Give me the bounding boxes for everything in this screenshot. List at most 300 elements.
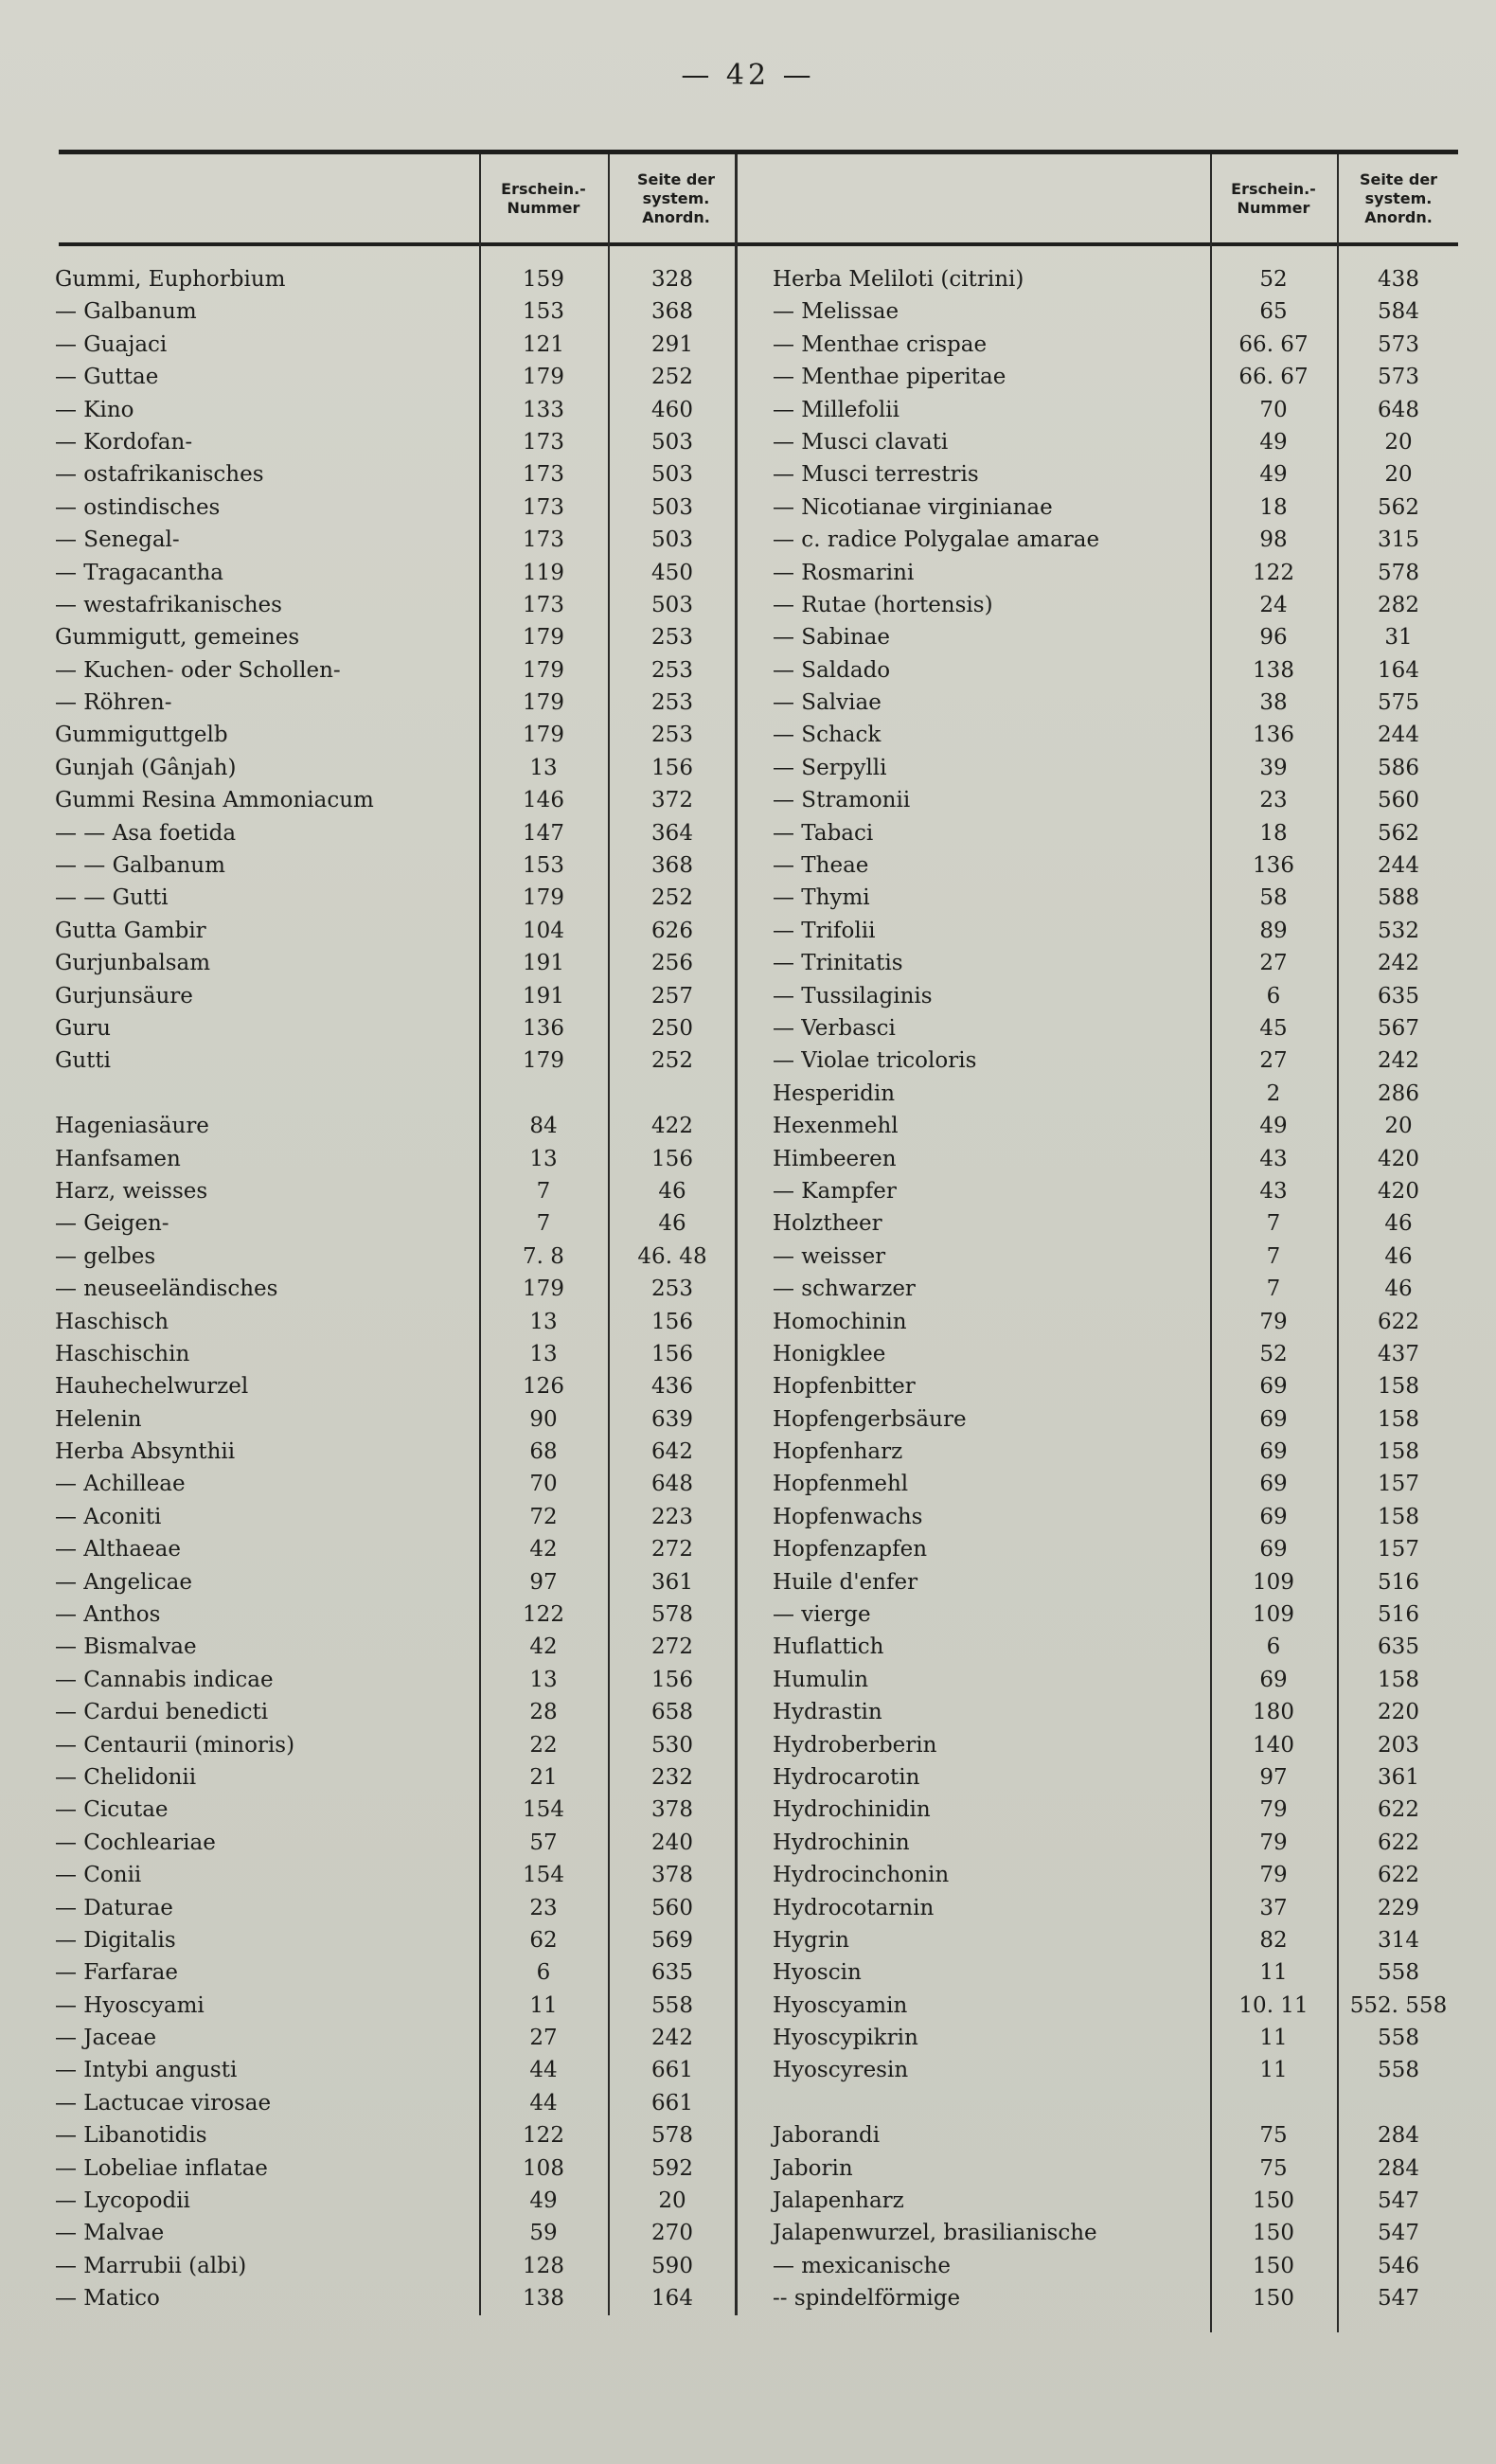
right-erschein-nummer: 7 xyxy=(1266,1211,1281,1237)
right-entry-name: — schwarzer xyxy=(773,1277,916,1302)
right-erschein-nummer: 11 xyxy=(1259,1960,1288,1986)
right-erschein-nummer: 49 xyxy=(1259,1114,1288,1139)
right-erschein-nummer: 52 xyxy=(1259,267,1288,292)
left-seite-nummer: 291 xyxy=(651,331,693,357)
right-entry-name: — Salviae xyxy=(773,690,882,716)
right-erschein-nummer: 39 xyxy=(1259,755,1288,780)
left-erschein-nummer: 173 xyxy=(523,494,564,520)
left-seite-nummer: 560 xyxy=(651,1895,693,1920)
left-seite-nummer: 253 xyxy=(651,625,693,651)
left-seite-nummer: 378 xyxy=(651,1863,693,1888)
right-entry-name: — Tussilaginis xyxy=(773,983,933,1009)
right-entry-name xyxy=(773,2087,1208,2119)
left-seite-nummer: 578 xyxy=(651,1602,693,1628)
right-seite-nummer: 220 xyxy=(1378,1700,1419,1725)
page-number: — 42 — xyxy=(681,59,815,92)
left-entry-name: — Daturae xyxy=(55,1895,173,1920)
right-erschein-nummer: 11 xyxy=(1259,2026,1288,2051)
left-entry-name: — ostafrikanisches xyxy=(55,462,264,488)
right-seite-nummer: 31 xyxy=(1384,625,1413,651)
left-entry-name: — Guttae xyxy=(55,365,159,390)
right-seite-nummer: 584 xyxy=(1378,299,1419,325)
right-seite-nummer: 164 xyxy=(1378,657,1419,683)
left-seite-nummer: 503 xyxy=(651,527,693,553)
right-seite-nummer: 157 xyxy=(1378,1472,1419,1497)
right-erschein-nummer: 122 xyxy=(1253,560,1294,585)
left-erschein-nummer: 13 xyxy=(529,755,558,780)
right-entry-name: Holztheer xyxy=(773,1211,882,1237)
right-seite-header: Seite der system. Anordn. xyxy=(1359,170,1438,226)
right-entry-name: Hopfenzapfen xyxy=(773,1537,928,1562)
right-entry-name: Hydrocotarnin xyxy=(773,1895,935,1920)
left-erschein-nummer: 72 xyxy=(529,1504,558,1529)
left-seite-column xyxy=(610,263,735,2315)
left-entry-name: — Guajaci xyxy=(55,331,168,357)
right-entry-name: Herba Meliloti (citrini) xyxy=(773,267,1024,292)
right-entry-name: — Thymi xyxy=(773,885,870,911)
left-entry-name: — westafrikanisches xyxy=(55,592,282,617)
left-erschein-nummer: 13 xyxy=(529,1341,558,1366)
right-seite-nummer: 286 xyxy=(1378,1080,1419,1106)
right-erschein-nummer: 136 xyxy=(1253,853,1294,879)
left-entry-name: — Tragacantha xyxy=(55,560,223,585)
right-entry-name: — vierge xyxy=(773,1602,871,1628)
right-erschein-nummer: 140 xyxy=(1253,1732,1294,1758)
left-seite-nummer: 530 xyxy=(651,1732,693,1758)
left-erschein-nummer: 146 xyxy=(523,788,564,813)
left-entry-name: — gelbes xyxy=(55,1243,156,1269)
right-entry-name: — weisser xyxy=(773,1243,886,1269)
left-erschein-nummer: 147 xyxy=(523,820,564,846)
left-erschein-nummer: 28 xyxy=(529,1700,558,1725)
right-entry-name: — Sabinae xyxy=(773,625,890,651)
right-seite-nummer: 558 xyxy=(1378,2058,1419,2083)
right-seite-nummer: 622 xyxy=(1378,1797,1419,1823)
right-entry-name: Hopfenwachs xyxy=(773,1504,923,1529)
right-seite-nummer: 546 xyxy=(1378,2253,1419,2278)
right-seite-nummer: 157 xyxy=(1378,1537,1419,1562)
right-erschein-nummer: 18 xyxy=(1259,494,1288,520)
right-entry-name: — Melissae xyxy=(773,299,899,325)
left-erschein-nummer: 22 xyxy=(529,1732,558,1758)
left-erschein-nummer: 122 xyxy=(523,1602,564,1628)
right-erschein-nummer: 79 xyxy=(1259,1863,1288,1888)
left-entry-name: Gummi Resina Ammoniacum xyxy=(55,788,374,813)
right-erschein-nummer: 58 xyxy=(1259,885,1288,911)
right-seite-nummer: 242 xyxy=(1378,1048,1419,1074)
right-seite-nummer: 547 xyxy=(1378,2221,1419,2246)
left-erschein-nummer: 57 xyxy=(529,1830,558,1855)
left-seite-nummer: 503 xyxy=(651,494,693,520)
right-entry-name: Humulin xyxy=(773,1667,869,1692)
right-erschein-nummer: 69 xyxy=(1259,1504,1288,1529)
left-entry-name: — Kuchen- oder Schollen- xyxy=(55,657,341,683)
left-seite-nummer: 503 xyxy=(651,429,693,455)
left-entry-name: — Digitalis xyxy=(55,1927,176,1953)
left-erschein-nummer: 133 xyxy=(523,397,564,422)
left-entry-name: Gummi, Euphorbium xyxy=(55,267,286,292)
right-seite-nummer: 547 xyxy=(1378,2188,1419,2214)
left-entry-name: — Aconiti xyxy=(55,1504,162,1529)
left-seite-nummer: 661 xyxy=(651,2058,693,2083)
right-seite-nummer: 158 xyxy=(1378,1439,1419,1465)
left-seite-nummer: 372 xyxy=(651,788,693,813)
left-seite-nummer: 460 xyxy=(651,397,693,422)
left-entry-name: — Kino xyxy=(55,397,134,422)
right-entry-name: Hopfenharz xyxy=(773,1439,903,1465)
right-erschein-nummer: 150 xyxy=(1253,2188,1294,2214)
left-entry-name: — — Asa foetida xyxy=(55,820,237,846)
left-entry-name: — Farfarae xyxy=(55,1960,178,1986)
left-seite-nummer: 252 xyxy=(651,1048,693,1074)
right-entry-name: — Serpylli xyxy=(773,755,887,780)
left-entry-name: — Chelidonii xyxy=(55,1764,197,1790)
left-seite-nummer: 648 xyxy=(651,1472,693,1497)
right-erschein-nummer: 43 xyxy=(1259,1178,1288,1204)
left-name-column xyxy=(55,263,472,2315)
right-erschein-nummer: 69 xyxy=(1259,1406,1288,1432)
left-entry-name: Helenin xyxy=(55,1406,142,1432)
left-erschein-nummer: 121 xyxy=(523,331,564,357)
right-seite-nummer: 558 xyxy=(1378,2026,1419,2051)
left-entry-name: Hauhechelwurzel xyxy=(55,1374,249,1400)
right-entry-name: Hydrocarotin xyxy=(773,1764,920,1790)
left-seite-nummer: 626 xyxy=(651,918,693,943)
right-erschein-nummer: 2 xyxy=(1266,1080,1281,1106)
left-seite-nummer: 232 xyxy=(651,1764,693,1790)
right-entry-name: — c. radice Polygalae amarae xyxy=(773,527,1100,553)
right-erschein-nummer: 10. 11 xyxy=(1238,1992,1309,2018)
left-erschein-nummer: 128 xyxy=(523,2253,564,2278)
left-entry-name: Haschischin xyxy=(55,1341,190,1366)
left-entry-name: — Kordofan- xyxy=(55,429,193,455)
right-erschein-nummer: 97 xyxy=(1259,1764,1288,1790)
right-seite-nummer: 562 xyxy=(1378,820,1419,846)
right-entry-name: Huile d'enfer xyxy=(773,1569,918,1595)
left-seite-nummer: 364 xyxy=(651,820,693,846)
left-erschein-nummer: 179 xyxy=(523,1048,564,1074)
left-erschein-nummer: 136 xyxy=(523,1015,564,1041)
left-entry-name: — Angelicae xyxy=(55,1569,192,1595)
left-entry-name: Gummigutt, gemeines xyxy=(55,625,300,651)
left-entry-name: — Althaeae xyxy=(55,1537,181,1562)
left-entry-name: Gummiguttgelb xyxy=(55,723,228,748)
left-entry-name: — Hyoscyami xyxy=(55,1992,205,2018)
left-seite-nummer: 156 xyxy=(651,1309,693,1334)
right-entry-name: — Menthae crispae xyxy=(773,331,988,357)
left-seite-nummer: 328 xyxy=(651,267,693,292)
left-seite-nummer: 272 xyxy=(651,1537,693,1562)
left-seite-nummer: 253 xyxy=(651,1277,693,1302)
right-seite-nummer: 361 xyxy=(1378,1764,1419,1790)
left-erschein-nummer: 104 xyxy=(523,918,564,943)
left-erschein-nummer: 90 xyxy=(529,1406,558,1432)
left-erschein-header: Erschein.- Nummer xyxy=(501,180,586,217)
right-entry-name: — Trinitatis xyxy=(773,951,903,976)
right-seite-nummer: 622 xyxy=(1378,1830,1419,1855)
right-seite-nummer: 244 xyxy=(1378,723,1419,748)
right-entry-name: Hyoscyresin xyxy=(773,2058,909,2083)
left-erschein-nummer: 7. 8 xyxy=(523,1243,564,1269)
left-erschein-nummer: 13 xyxy=(529,1146,558,1171)
left-seite-nummer: 635 xyxy=(651,1960,693,1986)
right-entry-name: — Theae xyxy=(773,853,869,879)
left-seite-nummer: 164 xyxy=(651,2286,693,2312)
left-erschein-nummer: 179 xyxy=(523,365,564,390)
right-entry-name: Hydrochinin xyxy=(773,1830,910,1855)
left-entry-name: — Lactucae virosae xyxy=(55,2090,272,2116)
left-seite-nummer: 590 xyxy=(651,2253,693,2278)
right-seite-nummer: 516 xyxy=(1378,1569,1419,1595)
left-seite-nummer: 639 xyxy=(651,1406,693,1432)
right-erschein-nummer: 82 xyxy=(1259,1927,1288,1953)
left-seite-nummer: 252 xyxy=(651,365,693,390)
left-entry-name: Harz, weisses xyxy=(55,1178,208,1204)
right-erschein-nummer: 79 xyxy=(1259,1309,1288,1334)
left-seite-nummer: 642 xyxy=(651,1439,693,1465)
left-erschein-nummer: 6 xyxy=(536,1960,551,1986)
left-seite-nummer: 422 xyxy=(651,1114,693,1139)
left-entry-name: — Jaceae xyxy=(55,2026,157,2051)
left-erschein-nummer: 154 xyxy=(523,1863,564,1888)
left-erschein-nummer: 179 xyxy=(523,885,564,911)
left-erschein-nummer: 179 xyxy=(523,657,564,683)
right-erschein-nummer: 79 xyxy=(1259,1797,1288,1823)
left-entry-name: — Centaurii (minoris) xyxy=(55,1732,295,1758)
right-erschein-nummer: 69 xyxy=(1259,1667,1288,1692)
left-seite-nummer: 578 xyxy=(651,2123,693,2149)
left-entry-name: — Senegal- xyxy=(55,527,180,553)
right-erschein-nummer: 45 xyxy=(1259,1015,1288,1041)
right-entry-name: — Millefolii xyxy=(773,397,899,422)
right-erschein-nummer xyxy=(1212,2087,1335,2119)
left-erschein-nummer: 122 xyxy=(523,2123,564,2149)
right-entry-name: — Menthae piperitae xyxy=(773,365,1006,390)
left-erschein-nummer: 62 xyxy=(529,1927,558,1953)
right-seite-nummer: 547 xyxy=(1378,2286,1419,2312)
right-entry-name: Homochinin xyxy=(773,1309,907,1334)
right-seite-nummer: 158 xyxy=(1378,1667,1419,1692)
right-erschein-nummer: 65 xyxy=(1259,299,1288,325)
left-entry-name: — Marrubii (albi) xyxy=(55,2253,247,2278)
left-entry-name: Herba Absynthii xyxy=(55,1439,236,1465)
left-entry-name: — Lycopodii xyxy=(55,2188,190,2214)
left-seite-nummer: 661 xyxy=(651,2090,693,2116)
right-seite-nummer: 46 xyxy=(1384,1243,1413,1269)
left-erschein-nummer: 42 xyxy=(529,1537,558,1562)
right-seite-nummer: 516 xyxy=(1378,1602,1419,1628)
right-name-column xyxy=(773,263,1208,2315)
left-erschein-nummer: 44 xyxy=(529,2090,558,2116)
left-entry-name: — Cicutae xyxy=(55,1797,169,1823)
right-erschein-nummer: 109 xyxy=(1253,1569,1294,1595)
right-entry-name: — Nicotianae virginianae xyxy=(773,494,1053,520)
right-seite-nummer: 622 xyxy=(1378,1863,1419,1888)
right-seite-nummer: 635 xyxy=(1378,983,1419,1009)
left-seite-nummer: 46 xyxy=(658,1211,686,1237)
left-seite-nummer: 240 xyxy=(651,1830,693,1855)
right-erschein-nummer: 38 xyxy=(1259,690,1288,716)
left-entry-name: — — Galbanum xyxy=(55,853,225,879)
right-seite-nummer: 20 xyxy=(1384,462,1413,488)
right-seite-nummer: 244 xyxy=(1378,853,1419,879)
right-erschein-nummer: 23 xyxy=(1259,788,1288,813)
right-entry-name: — Schack xyxy=(773,723,882,748)
right-entry-name: Hyoscyamin xyxy=(773,1992,908,2018)
left-erschein-nummer: 42 xyxy=(529,1634,558,1660)
left-entry-name xyxy=(55,1078,472,1110)
left-entry-name: — Bismalvae xyxy=(55,1634,197,1660)
center-divider xyxy=(735,154,738,2315)
right-seite-nummer: 575 xyxy=(1378,690,1419,716)
left-entry-name: — Cannabis indicae xyxy=(55,1667,274,1692)
right-erschein-nummer: 109 xyxy=(1253,1602,1294,1628)
right-entry-name: Hydrochinidin xyxy=(773,1797,931,1823)
right-erschein-nummer: 18 xyxy=(1259,820,1288,846)
right-seite-nummer: 284 xyxy=(1378,2155,1419,2181)
right-erschein-nummer: 24 xyxy=(1259,592,1288,617)
right-seite-nummer: 622 xyxy=(1378,1309,1419,1334)
right-entry-name: Hopfenbitter xyxy=(773,1374,916,1400)
left-erschein-nummer: 179 xyxy=(523,625,564,651)
left-seite-nummer: 156 xyxy=(651,755,693,780)
right-seite-nummer: 635 xyxy=(1378,1634,1419,1660)
left-erschein-nummer: 13 xyxy=(529,1667,558,1692)
right-erschein-nummer: 96 xyxy=(1259,625,1288,651)
left-seite-nummer: 20 xyxy=(658,2188,686,2214)
left-erschein-nummer: 97 xyxy=(529,1569,558,1595)
right-entry-name: Jaborandi xyxy=(773,2123,881,2149)
left-seite-nummer: 253 xyxy=(651,657,693,683)
right-entry-name: — Rosmarini xyxy=(773,560,915,585)
right-erschein-nummer: 66. 67 xyxy=(1238,331,1309,357)
left-entry-name: — Libanotidis xyxy=(55,2123,207,2149)
left-erschein-column xyxy=(481,263,606,2315)
right-entry-name: Jalapenharz xyxy=(773,2188,904,2214)
left-entry-name: Haschisch xyxy=(55,1309,169,1334)
right-entry-name: — Kampfer xyxy=(773,1178,897,1204)
left-entry-name: — — Gutti xyxy=(55,885,169,911)
left-erschein-nummer: 179 xyxy=(523,690,564,716)
left-erschein-nummer: 70 xyxy=(529,1472,558,1497)
left-erschein-nummer: 7 xyxy=(536,1211,551,1237)
left-seite-nummer: 223 xyxy=(651,1504,693,1529)
left-seite-nummer: 368 xyxy=(651,299,693,325)
right-seite-nummer: 158 xyxy=(1378,1374,1419,1400)
left-entry-name: Hageniasäure xyxy=(55,1114,209,1139)
right-erschein-nummer: 52 xyxy=(1259,1341,1288,1366)
right-entry-name: Hydrocinchonin xyxy=(773,1863,950,1888)
left-erschein-nummer: 173 xyxy=(523,462,564,488)
left-erschein-nummer: 108 xyxy=(523,2155,564,2181)
right-entry-name: — Saldado xyxy=(773,657,891,683)
left-entry-name: — Galbanum xyxy=(55,299,197,325)
right-seite-nummer: 586 xyxy=(1378,755,1419,780)
right-seite-nummer: 314 xyxy=(1378,1927,1419,1953)
right-seite-nummer: 20 xyxy=(1384,1114,1413,1139)
left-seite-nummer: 46 xyxy=(658,1178,686,1204)
right-entry-name: — Tabaci xyxy=(773,820,874,846)
right-seite-nummer: 588 xyxy=(1378,885,1419,911)
left-entry-name: — Achilleae xyxy=(55,1472,186,1497)
left-entry-name: — Geigen- xyxy=(55,1211,169,1237)
left-seite-header: Seite der system. Anordn. xyxy=(636,170,716,226)
right-entry-name: Jalapenwurzel, brasilianische xyxy=(773,2221,1097,2246)
left-erschein-nummer: 59 xyxy=(529,2221,558,2246)
right-erschein-nummer: 6 xyxy=(1266,983,1281,1009)
right-entry-name: Hygrin xyxy=(773,1927,849,1953)
left-seite-nummer: 503 xyxy=(651,462,693,488)
right-erschein-nummer: 27 xyxy=(1259,1048,1288,1074)
left-seite-nummer: 592 xyxy=(651,2155,693,2181)
right-erschein-nummer: 69 xyxy=(1259,1472,1288,1497)
right-seite-nummer: 420 xyxy=(1378,1146,1419,1171)
right-erschein-nummer: 75 xyxy=(1259,2123,1288,2149)
left-seite-nummer: 378 xyxy=(651,1797,693,1823)
right-erschein-nummer: 6 xyxy=(1266,1634,1281,1660)
left-erschein-nummer: 13 xyxy=(529,1309,558,1334)
right-erschein-nummer: 69 xyxy=(1259,1439,1288,1465)
left-seite-nummer: 253 xyxy=(651,723,693,748)
right-entry-name: Hydroberberin xyxy=(773,1732,937,1758)
left-entry-name: Gurjunbalsam xyxy=(55,951,211,976)
right-seite-nummer: 567 xyxy=(1378,1015,1419,1041)
left-entry-name: — Röhren- xyxy=(55,690,172,716)
right-seite-nummer: 437 xyxy=(1378,1341,1419,1366)
left-seite-nummer: 368 xyxy=(651,853,693,879)
left-seite-nummer: 361 xyxy=(651,1569,693,1595)
left-erschein-nummer: 173 xyxy=(523,527,564,553)
right-entry-name: — Musci terrestris xyxy=(773,462,979,488)
left-erschein-nummer: 179 xyxy=(523,723,564,748)
right-seite-nummer: 315 xyxy=(1378,527,1419,553)
right-seite-column xyxy=(1339,263,1458,2315)
left-erschein-nummer: 126 xyxy=(523,1374,564,1400)
right-erschein-nummer: 79 xyxy=(1259,1830,1288,1855)
right-erschein-nummer: 180 xyxy=(1253,1700,1294,1725)
left-entry-name: Guru xyxy=(55,1015,111,1041)
right-entry-name: — mexicanische xyxy=(773,2253,951,2278)
right-erschein-nummer: 49 xyxy=(1259,462,1288,488)
right-seite-nummer: 573 xyxy=(1378,365,1419,390)
left-seite-nummer: 569 xyxy=(651,1927,693,1953)
left-erschein-nummer xyxy=(481,1078,606,1110)
right-seite-nummer: 552. 558 xyxy=(1349,1992,1448,2018)
right-entry-name: Hesperidin xyxy=(773,1080,896,1106)
left-entry-name: — Lobeliae inflatae xyxy=(55,2155,268,2181)
right-seite-nummer: 282 xyxy=(1378,592,1419,617)
right-seite-nummer: 46 xyxy=(1384,1277,1413,1302)
right-seite-nummer: 560 xyxy=(1378,788,1419,813)
left-seite-nummer: 658 xyxy=(651,1700,693,1725)
left-entry-name: Gutti xyxy=(55,1048,112,1074)
right-entry-name: -- spindelförmige xyxy=(773,2286,961,2312)
right-entry-name: Honigklee xyxy=(773,1341,886,1366)
right-seite-nummer: 158 xyxy=(1378,1406,1419,1432)
right-erschein-nummer: 49 xyxy=(1259,429,1288,455)
right-entry-name: Hyoscin xyxy=(773,1960,862,1986)
left-erschein-nummer: 191 xyxy=(523,951,564,976)
right-entry-name: — Musci clavati xyxy=(773,429,949,455)
left-seite-nummer: 450 xyxy=(651,560,693,585)
left-seite-nummer xyxy=(610,1078,735,1110)
left-entry-name: — Cochleariae xyxy=(55,1830,216,1855)
right-seite-nummer: 648 xyxy=(1378,397,1419,422)
right-seite-nummer: 420 xyxy=(1378,1178,1419,1204)
right-erschein-nummer: 69 xyxy=(1259,1537,1288,1562)
left-erschein-nummer: 84 xyxy=(529,1114,558,1139)
left-erschein-nummer: 11 xyxy=(529,1992,558,2018)
